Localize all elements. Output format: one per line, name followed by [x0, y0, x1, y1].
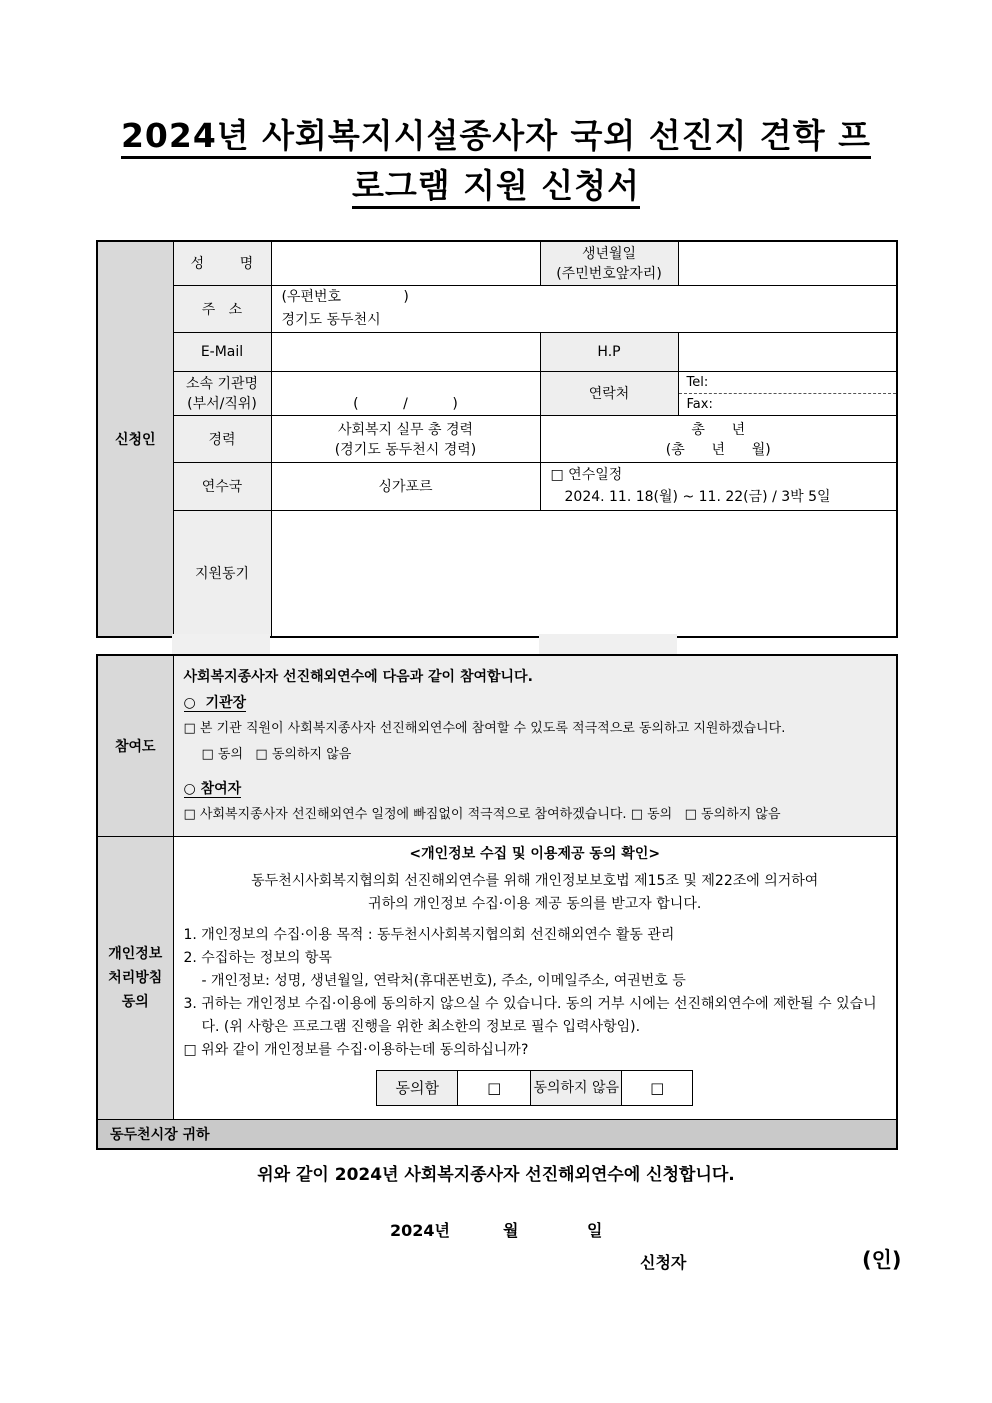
privacy-question: □ 위와 같이 개인정보를 수집·이용하는데 동의하십니까?	[183, 1042, 529, 1058]
applicant-table	[96, 240, 898, 638]
motive-label: 지원동기	[173, 510, 271, 637]
separator-strip	[96, 634, 896, 654]
privacy-intro-2: 귀하의 개인정보 수집·이용 제공 동의를 받고자 합니다.	[368, 896, 702, 912]
career-description: 사회복지 실무 총 경력 (경기도 동두천시 경력)	[271, 415, 540, 462]
agree-label: 동의함	[377, 1071, 458, 1106]
privacy-heading: <개인정보 수집 및 이용제공 동의 확인>	[409, 846, 661, 862]
hp-field[interactable]	[678, 332, 897, 371]
participant-heading: ○ 참여자	[183, 781, 242, 797]
disagree-checkbox[interactable]: □	[622, 1071, 693, 1106]
org-label: 소속 기관명 (부서/직위)	[173, 371, 271, 415]
hp-label: H.P	[540, 332, 678, 371]
org-field[interactable]: ( / )	[271, 371, 540, 415]
participation-section-label: 참여도	[97, 655, 173, 837]
org-head-options[interactable]: □ 동의 □ 동의하지 않음	[201, 747, 352, 762]
name-field[interactable]	[271, 241, 540, 285]
address-field[interactable]: (우편번호 ) 경기도 동두천시	[271, 285, 897, 332]
email-field[interactable]	[271, 332, 540, 371]
participation-lead: 사회복지종사자 선진해외연수에 다음과 같이 참여합니다.	[183, 669, 533, 685]
date-day: 일	[587, 1221, 603, 1240]
privacy-item-1: 1. 개인정보의 수집·이용 목적 : 동두천시사회복지협의회 선진해외연수 활동 관리	[183, 927, 675, 943]
birth-label: 생년월일 (주민번호앞자리)	[540, 241, 678, 285]
motive-field[interactable]	[271, 510, 897, 637]
career-label: 경력	[173, 415, 271, 462]
tel-field[interactable]: Tel:	[679, 372, 897, 394]
participant-consent[interactable]: □ 사회복지종사자 선진해외연수 일정에 빠짐없이 적극적으로 참여하겠습니다. □ 동의 □ 동의하지 않음	[183, 807, 781, 822]
email-label: E-Mail	[173, 332, 271, 371]
org-head-consent[interactable]: □ 본 기관 직원이 사회복지종사자 선진해외연수에 참여할 수 있도록 적극적으로 동의하고 지원하겠습니다.	[183, 721, 786, 736]
date-month: 월	[503, 1221, 519, 1240]
document-title-line2: 로그램 지원 신청서	[0, 160, 992, 207]
privacy-content	[173, 837, 897, 1120]
org-head-heading: ○ 기관장	[183, 695, 247, 711]
country-value: 싱가포르	[271, 462, 540, 510]
applicant-section-label: 신청인	[97, 241, 173, 637]
birth-field[interactable]	[678, 241, 897, 285]
seal-mark: (인)	[862, 1248, 902, 1272]
privacy-item-3: 3. 귀하는 개인정보 수집·이용에 동의하지 않으실 수 있습니다. 동의 거부 시에는 선진해외연수에 제한될 수 있습니다. (위 사항은 프로그램 진행을 위한 최소한의 정보로 필수 입력사항임).	[183, 996, 877, 1035]
disagree-label: 동의하지 않음	[531, 1071, 622, 1106]
privacy-item-2: 2. 수집하는 정보의 항목	[183, 950, 332, 966]
addressee: 동두천시장 귀하	[97, 1120, 897, 1150]
participation-content	[173, 655, 897, 837]
document-title-line1: 2024년 사회복지시설종사자 국외 선진지 견학 프	[0, 110, 992, 157]
career-field[interactable]: 총 년 (총 년 월)	[540, 415, 897, 462]
contact-label: 연락처	[540, 371, 678, 415]
name-label: 성 명	[173, 241, 271, 285]
applicant-signature-label: 신청자	[640, 1253, 687, 1272]
agree-checkbox[interactable]: □	[458, 1071, 531, 1106]
fax-field[interactable]: Fax:	[686, 396, 713, 412]
privacy-intro-1: 동두천시사회복지협의회 선진해외연수를 위해 개인정보보호법 제15조 및 제22조에 의거하여	[251, 873, 819, 889]
date-year: 2024년	[390, 1221, 450, 1240]
contact-field[interactable]	[678, 371, 897, 415]
agree-choice-table	[376, 1070, 693, 1106]
privacy-section-label: 개인정보 처리방침 동의	[97, 837, 173, 1120]
country-label: 연수국	[173, 462, 271, 510]
declaration: 위와 같이 2024년 사회복지종사자 선진해외연수에 신청합니다.	[257, 1165, 735, 1185]
schedule-field: □ 연수일정 2024. 11. 18(월) ~ 11. 22(금) / 3박 5일	[540, 462, 897, 510]
address-label: 주 소	[173, 285, 271, 332]
consent-table	[96, 654, 898, 1150]
privacy-item-2-sub: - 개인정보: 성명, 생년월일, 연락처(휴대폰번호), 주소, 이메일주소, 여권번호 등	[201, 973, 686, 989]
